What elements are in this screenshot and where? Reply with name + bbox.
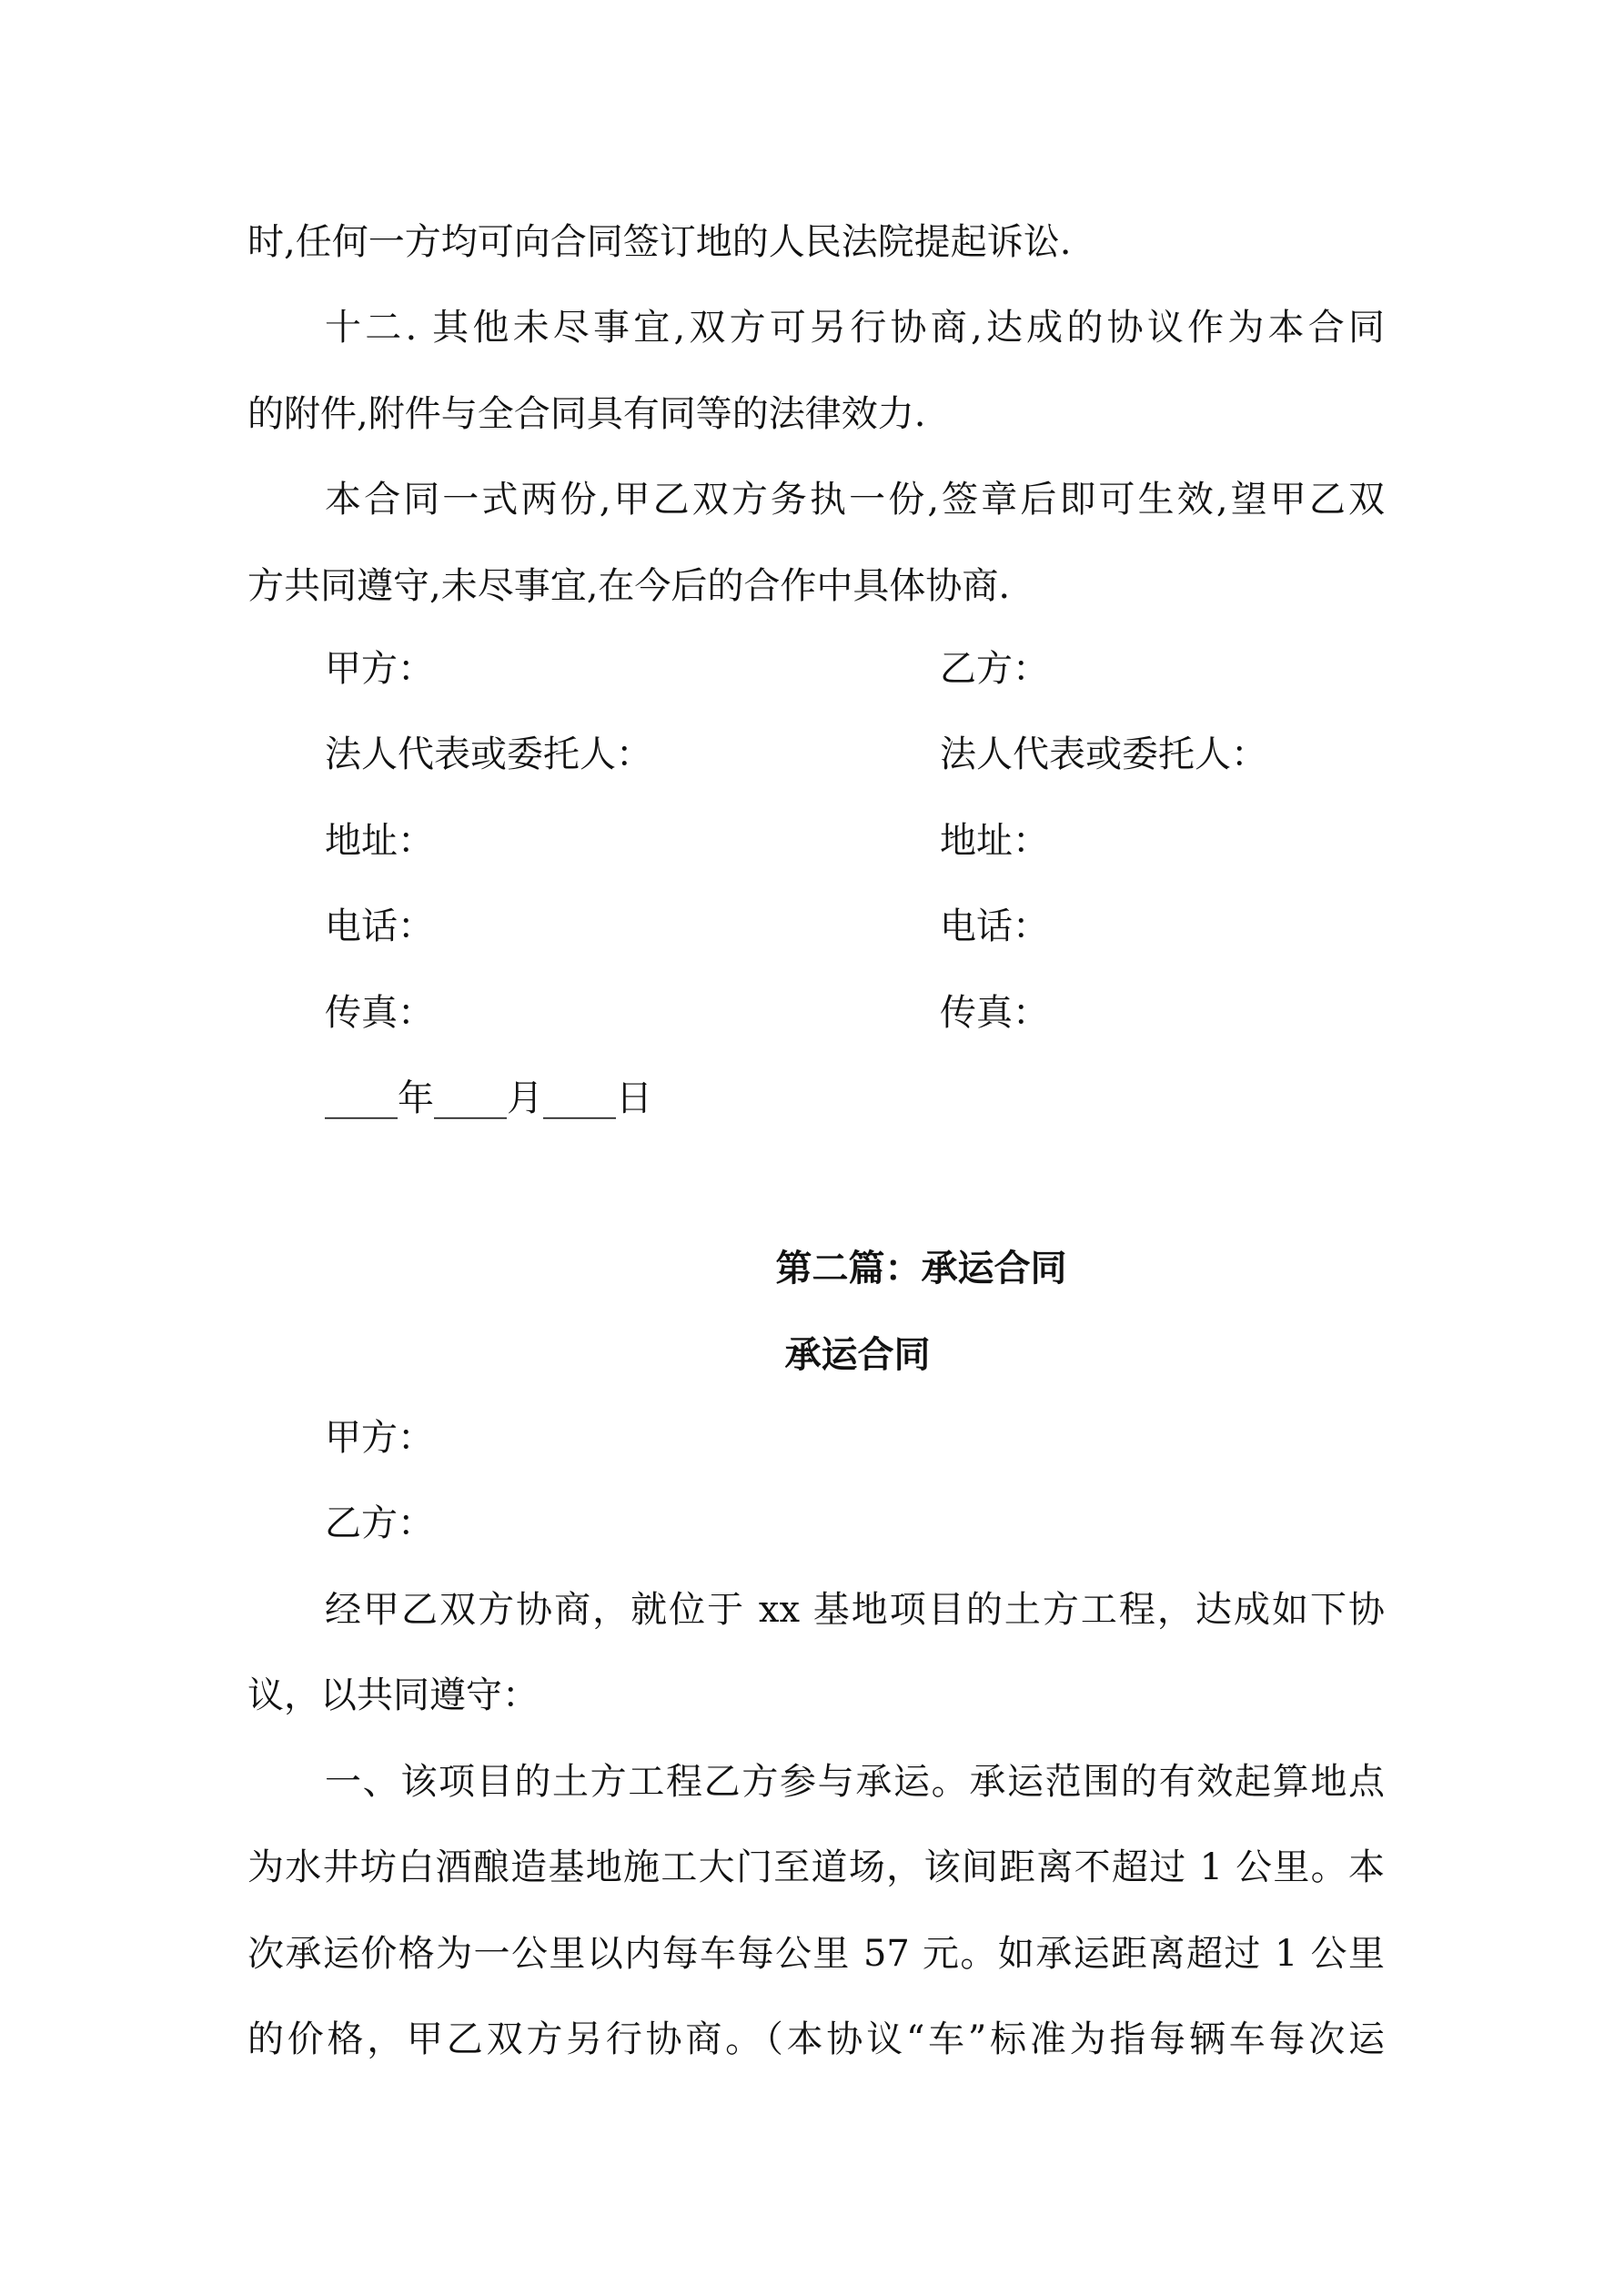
contract-title: 承运合同	[784, 1334, 931, 1376]
party-b-representative: 法人代表或委托人：	[940, 733, 1267, 775]
party-a-fax: 传真：	[325, 992, 434, 1034]
body-line: 时,任何一方均可向合同签订地的人民法院提起诉讼.	[247, 221, 1072, 263]
body-line: 经甲乙双方协商，就位于 xx 基地项目的土方工程，达成如下协	[325, 1589, 1385, 1631]
body-line: 方共同遵守,未尽事宜,在今后的合作中具体协商.	[247, 565, 1011, 607]
body-line: 议，以共同遵守：	[247, 1674, 539, 1716]
body-line: 次承运价格为一公里以内每车每公里 57 元。如承运距离超过 1 公里	[247, 1933, 1385, 1975]
party-b-fax: 传真：	[940, 992, 1049, 1034]
chapter-title: 第二篇：承运合同	[775, 1248, 1067, 1290]
signature-date: ____年____月____日	[325, 1077, 652, 1119]
party-b-label: 乙方：	[940, 648, 1049, 690]
body-line: 的价格，甲乙双方另行协商。（本协议“车”标准为指每辆车每次运	[247, 2018, 1385, 2060]
party-a-representative: 法人代表或委托人：	[325, 733, 652, 775]
party-b-phone: 电话：	[940, 905, 1049, 947]
body-line: 一、该项目的土方工程乙方参与承运。承运范围的有效起算地点	[325, 1761, 1385, 1803]
body-line: 十二. 其他未尽事宜,双方可另行协商,达成的协议作为本合同	[325, 307, 1385, 349]
party-b-address: 地址：	[940, 820, 1049, 862]
party-a-label: 甲方：	[325, 648, 434, 690]
body-line: 的附件,附件与全合同具有同等的法律效力.	[247, 393, 926, 435]
body-line: 为水井坊白酒酿造基地施工大门至道场，该间距离不超过 1 公里。本	[247, 1846, 1385, 1888]
section2-party-b: 乙方：	[325, 1502, 434, 1544]
section2-party-a: 甲方：	[325, 1417, 434, 1459]
party-a-phone: 电话：	[325, 905, 434, 947]
party-a-address: 地址：	[325, 820, 434, 862]
body-line: 本合同一式两份,甲乙双方务执一份,签章后即可生效,望甲乙双	[325, 479, 1385, 521]
